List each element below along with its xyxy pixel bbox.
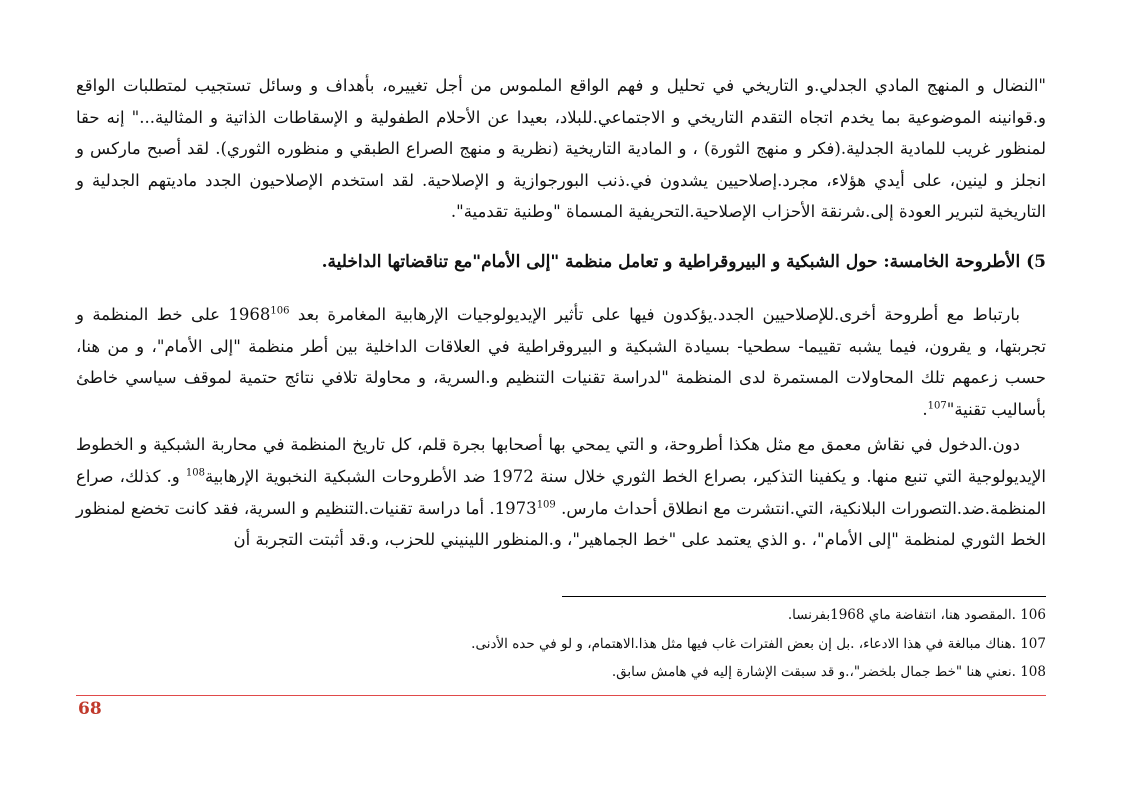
footnote-ref-107[interactable]: 107 <box>927 400 947 412</box>
footnote-106: 106 .المقصود هنا، انتفاضة ماي 1968بفرنسا. <box>787 607 1046 623</box>
paragraph-1: "النضال و المنهج المادي الجدلي.و التاريخي في تحليل و فهم الواقع الملموس من أجل تغييره، بأهداف و وسائل تستجيب لمتطلبات الواقع و.قوانينه الموضوعية بما يخدم اتجاه التقدم التاريخي و الاجتماعي.للبلاد، بعيدا عن الأحلام الطفولية و الإسقاطات الذاتية و المثالية..." إنه حقا لمنظور غريب للمادية الجدلية.(فكر و منهج الثورة) ، و المادية التاريخية (نظرية و منهج الصراع الطبقي و منظوره الثوري). لقد أصبح ماركس و انجلز و لينين، على أيدي هؤلاء، مجرد.إصلاحيين يشدون في.ذنب البورجوازية و الإصلاحية. لقد استخدم الإصلاحيون الجدد ماديتهم الجدلية و التاريخية لتبرير العودة إلى.شرنقة الأحزاب الإصلاحية.التحريفية المسماة "وطنية تقدمية". <box>76 76 1046 222</box>
page-body <box>76 70 1046 556</box>
footnote-divider <box>562 596 1046 597</box>
paragraph-3 <box>76 429 1046 555</box>
paragraph-3-part-2: و. كذلك، صراع المنظمة.ضد.التصورات البلانكية، التي.انتشرت مع انطلاق أحداث مارس. 1973 <box>76 466 1046 518</box>
paragraph-3-part-1: دون.الدخول في نقاش معمق مع مثل هكذا أطروحة، و التي يمحي بها أصحابها بجرة قلم، كل تاريخ المنظمة في محاربة الشبكية و الخطوط الإيديولوجية التي تنبع منها. و يكفينا التذكير، بصراع الخط الثوري خلال سنة 1972 ضد الأطروحات الشبكية النخبوية الإرهابية <box>76 435 1046 486</box>
paragraph-2-part-1: بارتباط مع أطروحة أخرى.للإصلاحيين الجدد.يؤكدون فيها على تأثير الإيديولوجيات الإرهابية المغامرة بعد 1968 <box>228 304 1020 324</box>
footnotes <box>76 601 1046 687</box>
footnote-107: 107 .هناك مبالغة في هذا الادعاء، .بل إن بعض الفترات غاب فيها مثل هذا.الاهتمام، و لو في حده الأدنى. <box>471 635 1046 652</box>
paragraph-2-part-2: على خط المنظمة و تجربتها، و يقرون، فيما يشبه تقييما- سطحيا- بسيادة الشبكية و البيروقراطية في العلاقات الداخلية بين أطر منظمة "إلى الأمام"، و من هنا، حسب زعمهم تلك المحاولات المستمرة لدى المنظمة "لدراسة تقنيات التنظيم و.السرية، و محاولة تلافي نتائج حتمية لموقف سياسي خاطئ بأساليب تقنية" <box>76 304 1046 419</box>
page-number: 68 <box>78 699 102 719</box>
footnote-ref-108[interactable]: 108 <box>185 467 205 479</box>
page-footer-divider <box>76 695 1046 696</box>
paragraph-2-part-3: . <box>922 399 928 419</box>
paragraph-2 <box>76 299 1046 425</box>
section-heading: 5) الأطروحة الخامسة: حول الشبكية و البيروقراطية و تعامل منظمة "إلى الأمام"مع تناقضاتها الداخلية. <box>321 251 1046 272</box>
paragraph-3-part-3: . أما دراسة تقنيات.التنظيم و السرية، فقد كانت تخضع لمنظور الخط الثوري لمنظمة "إلى الأمام"، .و الذي يعتمد على "خط الجماهير"، و.المنظور اللينيني للحزب، و.قد أثبتت التجربة أن <box>76 498 1046 550</box>
footnote-108: 108 .نعني هنا "خط جمال بلخضر"،.و قد سبقت الإشارة إليه في هامش سابق. <box>611 664 1046 680</box>
footnote-ref-109[interactable]: 109 <box>536 499 556 511</box>
footnote-ref-106[interactable]: 106 <box>270 305 290 317</box>
